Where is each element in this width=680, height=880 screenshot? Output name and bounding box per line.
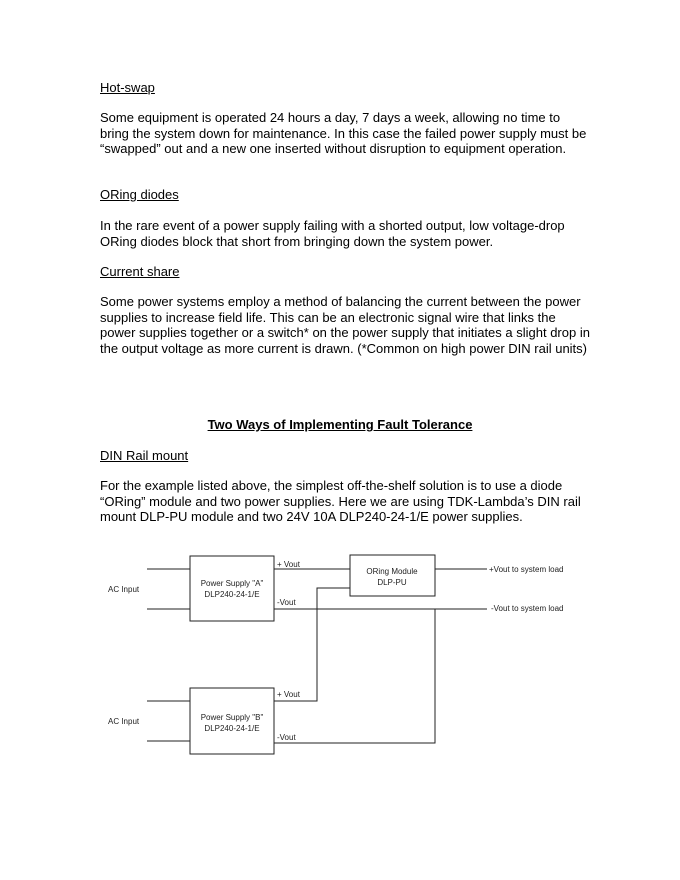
ac-input-b-label: AC Input [108,717,140,726]
power-supply-b-label: Power Supply "B" [200,713,264,722]
power-supply-a-model: DLP240-24-1/E [204,590,260,599]
psu-b-minus-vout-wire [274,609,435,743]
power-supply-a-box [190,556,274,621]
psu-b-minus-vout-label: -Vout [277,733,296,742]
psu-a-plus-vout-label: + Vout [277,560,300,569]
hot-swap-paragraph: Some equipment is operated 24 hours a day, 7 days a week, allowing no time to bring the system down for maintenance. In this case the failed power supply must be “swapped” out and a new one inserted without disruption to equipment operation. [100,110,587,157]
power-supply-a-label: Power Supply "A" [200,579,264,588]
hot-swap-heading: Hot-swap [100,80,155,95]
ac-input-a-label: AC Input [108,585,140,594]
section-title: Two Ways of Implementing Fault Tolerance [207,417,473,432]
oring-module-model: DLP-PU [377,578,407,587]
current-share-paragraph: Some power systems employ a method of balancing the current between the power supplies to increase field life. This can be an electronic signal wire that links the power supplies together or a switch* on the power supply that initiates a slight drop in the output voltage as more current is drawn. (*Common on high power DIN rail units) [100,294,590,357]
plus-vout-system-load-label: +Vout to system load [489,565,564,574]
oring-module-label: ORing Module [366,567,418,576]
power-supply-b-model: DLP240-24-1/E [204,724,260,733]
oring-diodes-heading: ORing diodes [100,187,179,202]
current-share-heading: Current share [100,264,180,279]
psu-b-plus-vout-label: + Vout [277,690,300,699]
minus-vout-system-load-label: -Vout to system load [491,604,564,613]
din-rail-heading: DIN Rail mount [100,448,189,463]
din-rail-paragraph: For the example listed above, the simplest off-the-shelf solution is to use a diode “ORing” module and two power supplies. Here we are using TDK-Lambda’s DIN rail mount DLP-PU module and two 24V 10A DLP240-24-1/E power supplies. [100,478,581,525]
oring-diodes-paragraph: In the rare event of a power supply failing with a shorted output, low voltage-drop ORing diodes block that short from bringing down the system power. [100,218,565,249]
psu-a-minus-vout-label: -Vout [277,598,296,607]
